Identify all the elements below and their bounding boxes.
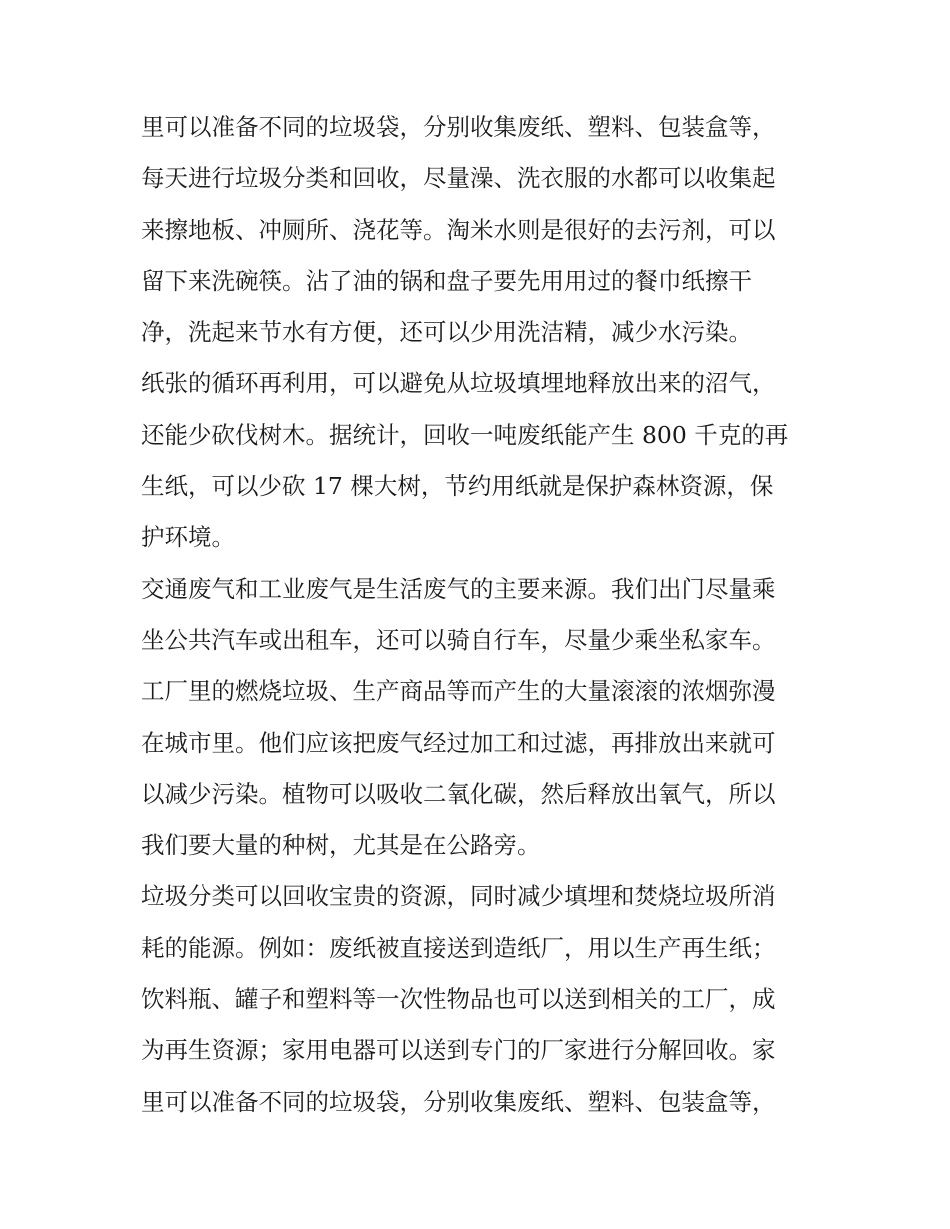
text-line: 交通废气和工业废气是生活废气的主要来源。我们出门尽量乘	[141, 574, 776, 603]
text-line: 留下来洗碗筷。沾了油的锅和盘子要先用用过的餐巾纸擦干	[141, 266, 752, 295]
text-line: 净，洗起来节水有方便，还可以少用洗洁精，减少水污染。	[141, 318, 752, 347]
text-line: 来擦地板、冲厕所、浇花等。淘米水则是很好的去污剂，可以	[141, 215, 776, 244]
text-line: 耗的能源。例如：废纸被直接送到造纸厂，用以生产再生纸；	[141, 933, 776, 962]
text-line: 工厂里的燃烧垃圾、生产商品等而产生的大量滚滚的浓烟弥漫	[141, 677, 776, 706]
text-line: 每天进行垃圾分类和回收，尽量澡、洗衣服的水都可以收集起	[141, 164, 776, 193]
text-line: 生纸，可以少砍 17 棵大树，节约用纸就是保护森林资源，保	[141, 472, 774, 501]
text-line: 坐公共汽车或出租车，还可以骑自行车，尽量少乘坐私家车。	[141, 625, 776, 654]
text-line: 以减少污染。植物可以吸收二氧化碳，然后释放出氧气，所以	[141, 779, 776, 808]
text-line: 里可以准备不同的垃圾袋，分别收集废纸、塑料、包装盒等，	[141, 113, 776, 141]
text-line: 还能少砍伐树木。据统计，回收一吨废纸能产生 800 千克的再	[141, 420, 789, 449]
text-line: 饮料瓶、罐子和塑料等一次性物品也可以送到相关的工厂，成	[141, 985, 776, 1014]
text-line: 护环境。	[141, 523, 235, 552]
text-line: 为再生资源；家用电器可以送到专门的厂家进行分解回收。家	[141, 1036, 776, 1065]
body-text	[141, 102, 821, 1128]
text-line: 在城市里。他们应该把废气经过加工和过滤，再排放出来就可	[141, 728, 776, 757]
text-line: 纸张的循环再利用，可以避免从垃圾填埋地释放出来的沼气，	[141, 369, 776, 398]
text-line: 垃圾分类可以回收宝贵的资源，同时减少填埋和焚烧垃圾所消	[141, 882, 776, 911]
text-line: 里可以准备不同的垃圾袋，分别收集废纸、塑料、包装盒等，	[141, 1087, 776, 1116]
text-line: 我们要大量的种树，尤其是在公路旁。	[141, 831, 541, 860]
